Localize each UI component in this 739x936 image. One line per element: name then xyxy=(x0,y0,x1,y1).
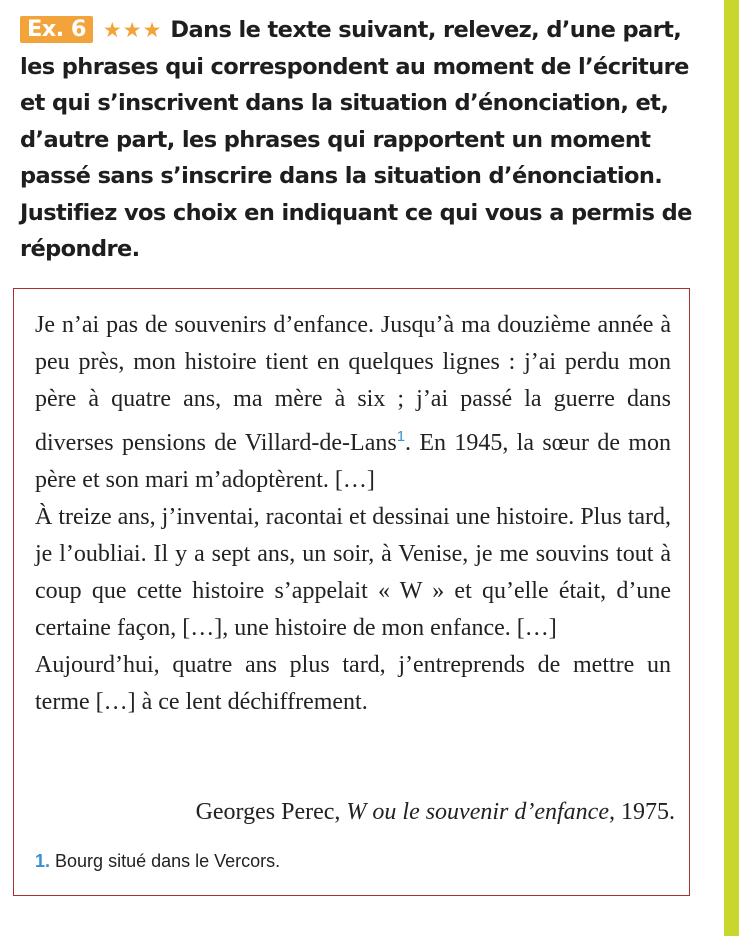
footnote-text: Bourg situé dans le Vercors. xyxy=(55,851,281,871)
source-title: W ou le souvenir d’enfance, xyxy=(346,799,615,825)
exercise-badge: Ex. 6 xyxy=(20,16,93,43)
exercise-instruction xyxy=(20,12,696,268)
excerpt-box xyxy=(13,288,690,896)
source-citation xyxy=(196,799,675,826)
excerpt-text xyxy=(35,307,671,721)
paragraph-1-part-2: . En 1945, la sœur de mon père et son mari m’adoptèrent. […] xyxy=(35,430,671,493)
footnote xyxy=(35,851,280,872)
source-year: 1975. xyxy=(621,799,675,825)
source-author: Georges Perec, xyxy=(195,799,341,825)
footnote-reference: 1 xyxy=(396,428,406,445)
footnote-number: 1. xyxy=(35,851,51,871)
difficulty-stars-icon: ★★★ xyxy=(102,18,163,42)
instruction-text: Dans le texte suivant, relevez, d’une part, les phrases qui correspondent au moment de l’écriture et qui s’inscrivent dans la situation d’énonciation, et, d’autre part, les phrases qui rapportent un moment passé sans s’inscrire dans la situation d’énonciation. Justifiez vos choix en indiquant ce qui vous a permis de répondre. xyxy=(20,17,692,262)
paragraph-1-part-1: Je n’ai pas de souvenirs d’enfance. Jusqu’à ma douzième année à peu près, mon histoire tient en quelques lignes : j’ai perdu mon père à quatre ans, ma mère à six ; j’ai passé la guerre dans diverses pensions de Villard-de-Lans xyxy=(35,312,671,456)
excerpt-paragraph-2: À treize ans, j’inventai, racontai et dessinai une histoire. Plus tard, je l’oubliai. Il y a sept ans, un soir, à Venise, je me souvins tout à coup que cette histoire s’appelait « W » et qu’elle était, d’une certaine façon, […], une histoire de mon enfance. […] xyxy=(35,504,671,641)
excerpt-paragraph-3: Aujourd’hui, quatre ans plus tard, j’entreprends de mettre un terme […] à ce lent déchiffrement. xyxy=(35,652,671,715)
green-margin-bar xyxy=(724,0,739,936)
excerpt-paragraph-1 xyxy=(35,307,671,499)
